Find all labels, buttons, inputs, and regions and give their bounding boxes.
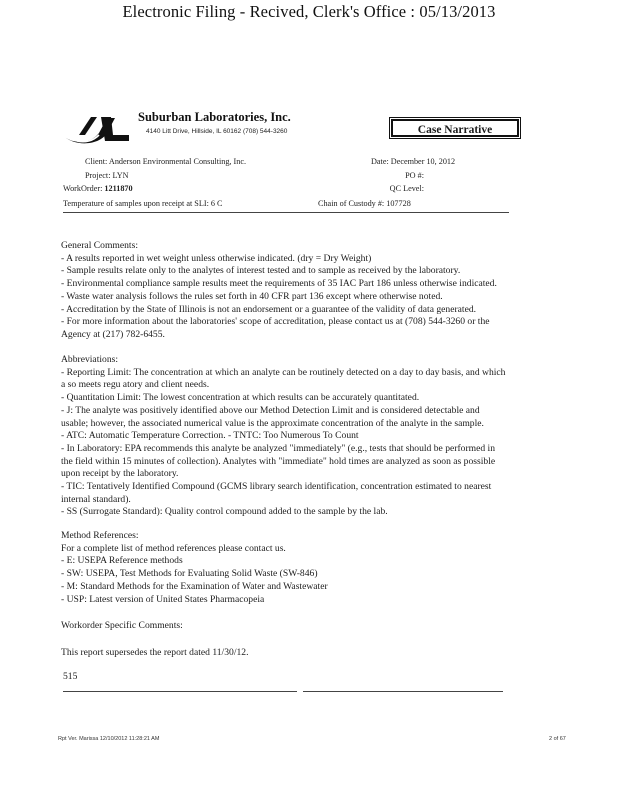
coc-value: 107728 [386,199,411,208]
client-value: Anderson Environmental Consulting, Inc. [108,157,247,166]
coc-row [318,199,411,208]
method-line: For a complete list of method references please contact us. [61,542,286,554]
signature-line-right [303,691,503,692]
abbreviations-title: Abbreviations: [61,354,119,365]
method-references-title: Method References: [61,530,139,541]
general-line: Agency at (217) 782-6455. [61,328,165,340]
temperature-text: Temperature of samples upon receipt at SLI: 6 C [63,199,223,208]
method-line: - SW: USEPA, Test Methods for Evaluating Solid Waste (SW-846) [61,568,318,580]
client-row [85,157,246,166]
report-version: Rpt Ver. Marissa 12/10/2012 11:28:21 AM [58,736,160,742]
page-code: 515 [63,671,78,682]
page-number: 2 of 67 [549,736,566,742]
abbreviation-line: - SS (Surrogate Standard): Quality control compound added to the sample by the lab. [61,506,388,518]
general-line: - A results reported in wet weight unless otherwise indicated. (dry = Dry Weight) [61,252,372,264]
coc-label: Chain of Custody #: [318,199,385,208]
filing-banner: Electronic Filing - Recived, Clerk's Office : 05/13/2013 [122,2,496,21]
general-line: - Sample results relate only to the analytes of interest tested and to sample as received by the laboratory. [61,265,461,277]
qc-label: QC Level: [389,184,424,193]
workorder-comments-note: This report supersedes the report dated 11/30/12. [61,647,249,658]
client-label: Client: [85,157,108,166]
abbreviation-line: a so meets regu atory and client needs. [61,379,210,391]
general-line: - Environmental compliance sample results meet the requirements of 35 IAC Part 186 unless otherwise indicated. [61,278,497,290]
workorder-row [63,184,133,193]
project-row [85,171,129,180]
date-row [371,157,455,166]
abbreviation-line: - Reporting Limit: The concentration at which an analyte can be routinely detected on a day to day basis, and which [61,366,506,378]
project-value: LYN [112,171,129,180]
general-comments-title: General Comments: [61,240,138,251]
abbreviation-line: - In Laboratory: EPA recommends this analyte be analyzed "immediately" (e.g., tests that should be performed in [61,442,496,454]
general-line: - For more information about the laboratories' scope of accreditation, please contact us at (708) 544-3260 or the [61,316,490,328]
method-references [61,530,328,606]
method-line: - E: USEPA Reference methods [61,555,183,567]
abbreviation-line: - Quantitation Limit: The lowest concentration at which results can be accurately quantitated. [61,392,420,404]
method-line: - M: Standard Methods for the Examination of Water and Wastewater [61,580,328,592]
general-comments [61,240,497,342]
date-label: Date: [371,157,389,166]
company-name: Suburban Laboratories, Inc. [138,110,291,124]
company-logo [63,113,131,145]
method-line: - USP: Latest version of United States Pharmacopeia [61,593,265,605]
company-address: 4140 Litt Drive, Hillside, IL 60162 (708) 544-3260 [146,128,288,135]
abbreviation-line: the field within 15 minutes of collection). Analytes with "immediate" hold times are analyzed as soon as possible [61,455,496,467]
abbreviation-line: usable; however, the associated numerical value is the approximate concentration of the analyte in the sample. [61,417,484,429]
general-line: - Accreditation by the State of Illinois is not an endorsement or a guarantee of the validity of data generated. [61,303,477,315]
case-narrative-box: Case Narrative [391,119,519,137]
abbreviation-line: upon receipt by the laboratory. [61,468,179,480]
header-divider [63,212,509,213]
abbreviation-line: - J: The analyte was positively identified above our Method Detection Limit and is considered detectable and [61,404,480,416]
workorder-value: 1211870 [104,184,133,193]
general-line: - Waste water analysis follows the rules set forth in 40 CFR part 136 except where otherwise noted. [61,290,443,302]
workorder-label: WorkOrder: [63,184,103,193]
abbreviation-line: internal standard). [61,493,131,505]
qc-row [371,184,424,193]
project-label: Project: [85,171,111,180]
abbreviation-line: - TIC: Tentatively Identified Compound (GCMS library search identification, concentration estimated to nearest [61,481,492,493]
po-row [371,171,424,180]
signature-line-left [63,691,297,692]
abbreviations [61,354,505,519]
workorder-comments-title: Workorder Specific Comments: [61,620,183,631]
date-value: December 10, 2012 [390,157,456,166]
abbreviation-line: - ATC: Automatic Temperature Correction. - TNTC: Too Numerous To Count [61,430,359,442]
po-label: PO #: [405,171,424,180]
